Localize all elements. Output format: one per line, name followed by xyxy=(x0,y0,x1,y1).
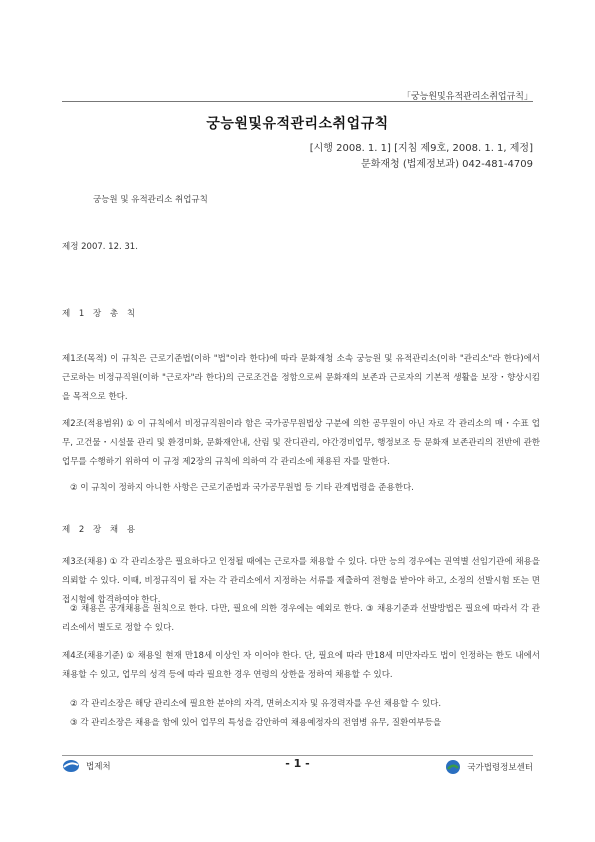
enactment-info: [시행 2008. 1. 1] [지침 제9호, 2008. 1. 1, 제정] xyxy=(309,143,533,154)
article-3-para-1: 제3조(채용) ① 각 관리소장은 필요하다고 인정될 때에는 근로자를 채용할 수 있다. 다만 능의 경우에는 권역별 선임기관에 채용을 의뢰할 수 있다. 이때, 비정규직이 될 자는 각 관리소에서 지정하는 서류를 제출하여 전형을 받아야 하고, 소정의 선발시험 또는 면접시험에 합격하여야 한다. xyxy=(62,557,540,605)
chapter-2-heading: 제 2 장 채 용 xyxy=(62,525,139,535)
footer-right xyxy=(445,759,533,775)
footer-rule xyxy=(62,755,533,756)
article-2-para-2: ② 이 규칙이 정하지 아니한 사항은 근로기준법과 국가공무원법 등 기타 관계법령을 준용한다. xyxy=(70,483,414,493)
article-4-para-3: ③ 각 관리소장은 채용을 함에 있어 업무의 특성을 감안하여 채용예정자의 전염병 유무, 질환여부등을 xyxy=(70,718,442,728)
footer-right-label: 국가법령정보센터 xyxy=(467,763,533,773)
page-number: - 1 - xyxy=(285,757,310,770)
contact-info: 문화재청 (법제정보과) 042-481-4709 xyxy=(361,159,533,170)
article-1: 제1조(목적) 이 규칙은 근로기준법(이하 "법"이라 한다)에 따라 문화재청 소속 궁능원 및 유적관리소(이하 "관리소"라 한다)에서 근로하는 비정규직원(이하 "근로자"라 한다)의 근로조건을 정함으로써 문화재의 보존과 근로자의 기본적 생활을 보장・향상시킴을 목적으로 한다. xyxy=(62,354,540,402)
footer-left-label: 법제처 xyxy=(86,762,111,772)
article-2-para-1: 제2조(적용범위) ① 이 규칙에서 비정규직원이라 함은 국가공무원법상 구분에 의한 공무원이 아닌 자로 각 관리소의 매・수표 업무, 고건물・시설물 관리 및 환경미화, 문화재안내, 산림 및 잔디관리, 야간경비업무, 행정보조 등 문화재 보존관리의 전반에 관한 업무를 수행하기 위하여 이 규정 제2장의 규칙에 의하여 각 관리소에 채용된 자를 말한다. xyxy=(62,419,540,467)
law-center-logo-icon xyxy=(445,759,461,775)
article-3-para-2: ② 채용은 공개채용을 원칙으로 한다. 다만, 필요에 의한 경우에는 예외로 한다. ③ 채용기준과 선발방법은 필요에 따라서 각 관리소에서 별도로 정할 수 있다. xyxy=(62,604,540,633)
header-tag: 「궁능원및유적관리소취업규칙」 xyxy=(401,92,533,102)
article-4-para-2: ② 각 관리소장은 해당 관리소에 필요한 분야의 자격, 면허소지자 및 유경력자를 우선 채용할 수 있다. xyxy=(70,699,442,709)
article-4-para-1: 제4조(채용기준) ① 채용일 현재 만18세 이상인 자 이어야 한다. 단, 필요에 따라 만18세 미만자라도 법이 인정하는 한도 내에서 채용할 수 있고, 업무의 성격 등에 따라 필요한 경우 연령의 상한을 정하여 채용할 수 있다. xyxy=(62,651,540,680)
header-rule xyxy=(62,101,533,102)
chapter-1-heading: 제 1 장 총 칙 xyxy=(62,309,139,319)
enactment-date: 제정 2007. 12. 31. xyxy=(62,242,138,252)
document-title: 궁능원및유적관리소취업규칙 xyxy=(206,116,389,132)
regulation-name: 궁능원 및 유적관리소 취업규칙 xyxy=(93,195,208,205)
